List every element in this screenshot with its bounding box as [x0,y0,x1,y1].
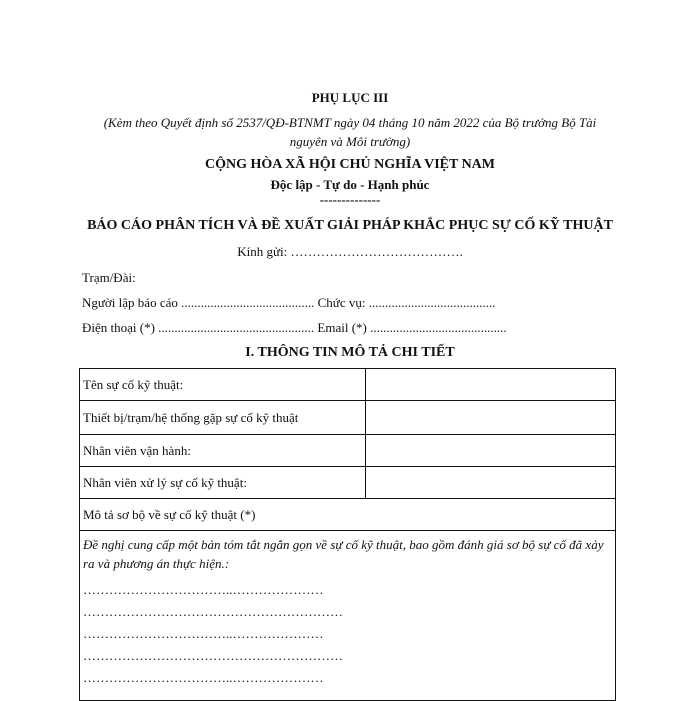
dotted-line: ……………………………..………………… [83,626,324,641]
country-name: CỘNG HÒA XÃ HỘI CHỦ NGHĨA VIỆT NAM [204,157,495,172]
description-cell[interactable] [80,531,616,701]
appendix-title: PHỤ LỤC III [311,90,389,105]
table-row [80,435,616,467]
report-title: BÁO CÁO PHÂN TÍCH VÀ ĐỀ XUẤT GIẢI PHÁP KHẮC PHỤC SỰ CỐ KỸ THUẬT [87,218,613,233]
table-row [80,531,616,701]
detail-info-table [79,368,616,701]
station-field: Trạm/Đài: [82,270,136,285]
description-label: Mô tả sơ bộ về sự cố kỹ thuật (*) [80,499,616,531]
row-label: Thiết bị/trạm/hệ thống gặp sự cố kỹ thuật [80,401,366,435]
table-row [80,467,616,499]
motto-separator: -------------- [319,192,381,207]
attachment-note-line1: (Kèm theo Quyết định số 2537/QĐ-BTNMT ngày 04 tháng 10 năm 2022 của Bộ trưởng Bộ Tài [103,115,597,130]
dotted-line: ……………………………..………………… [83,582,324,597]
dotted-line: …………………………………………………… [83,648,343,663]
row-value[interactable] [366,369,616,401]
table-row [80,499,616,531]
dotted-line: …………………………………………………… [83,604,343,619]
attachment-note-line2: nguyên và Môi trường) [289,134,411,149]
row-value[interactable] [366,467,616,499]
national-motto: Độc lập - Tự do - Hạnh phúc [270,177,430,192]
row-value[interactable] [366,401,616,435]
dotted-line: ……………………………..………………… [83,670,324,685]
reporter-field: Người lập báo cáo ......................................... Chức vụ: ....................................... [82,295,496,310]
table-row [80,369,616,401]
row-label: Nhân viên vận hành: [80,435,366,467]
section-heading: I. THÔNG TIN MÔ TẢ CHI TIẾT [245,345,455,360]
recipient-line: Kính gửi: …………………………………. [237,244,463,259]
contact-field: Điện thoại (*) ................................................ Email (*) .......................................... [82,320,507,335]
row-label: Tên sự cố kỹ thuật: [80,369,366,401]
description-hint: Đề nghị cung cấp một bản tóm tắt ngắn gọn về sự cố kỹ thuật, bao gồm đánh giá sơ bộ sự cố đã xảy ra và phương án thực hiện.: [83,537,604,571]
table-row [80,401,616,435]
row-label: Nhân viên xử lý sự cố kỹ thuật: [80,467,366,499]
row-value[interactable] [366,435,616,467]
